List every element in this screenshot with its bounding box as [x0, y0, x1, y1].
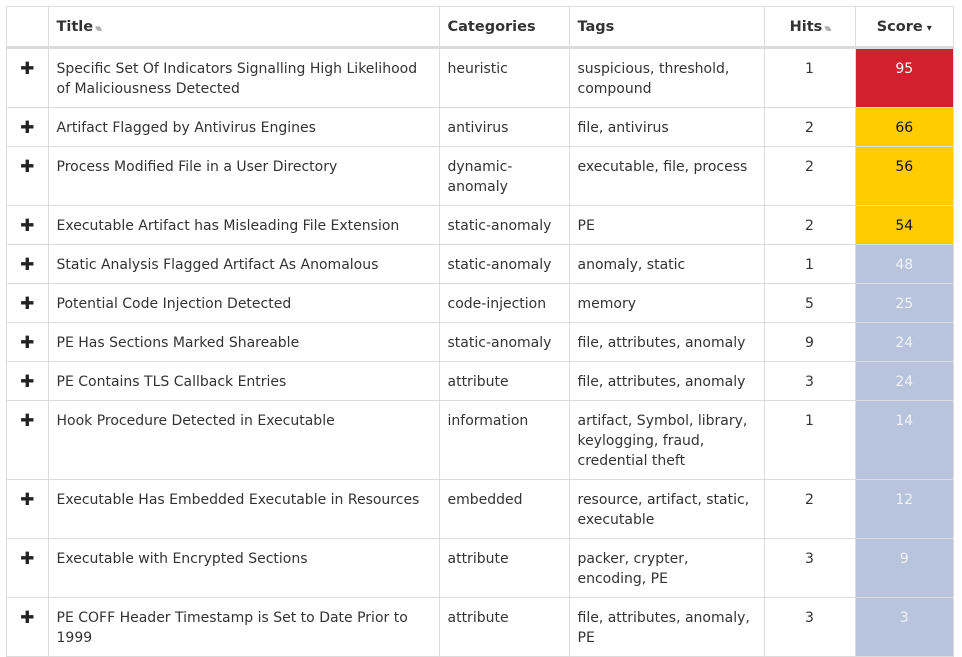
plus-icon[interactable]: ✚: [20, 216, 35, 236]
plus-icon[interactable]: ✚: [20, 118, 35, 138]
row-tags: file, antivirus: [569, 108, 764, 147]
row-categories: dynamic-anomaly: [439, 147, 569, 206]
expand-button[interactable]: [7, 323, 48, 362]
expand-button[interactable]: [7, 539, 48, 598]
row-title: PE Has Sections Marked Shareable: [48, 323, 439, 362]
row-title: Executable Has Embedded Executable in Resources: [48, 480, 439, 539]
row-tags: file, attributes, anomaly, PE: [569, 598, 764, 657]
row-score-badge: 12: [855, 480, 953, 539]
row-tags: suspicious, threshold, compound: [569, 48, 764, 108]
row-categories: attribute: [439, 598, 569, 657]
row-categories: code-injection: [439, 284, 569, 323]
caret-down-icon[interactable]: ▾: [926, 22, 932, 34]
header-row: [7, 7, 953, 48]
row-score-badge: 56: [855, 147, 953, 206]
table-row[interactable]: [7, 362, 953, 401]
row-score-badge: 24: [855, 323, 953, 362]
row-hits: 2: [764, 108, 855, 147]
sort-icon[interactable]: ▾▴: [824, 23, 830, 34]
row-title: Artifact Flagged by Antivirus Engines: [48, 108, 439, 147]
row-title: Hook Procedure Detected in Executable: [48, 401, 439, 480]
row-tags: memory: [569, 284, 764, 323]
row-hits: 5: [764, 284, 855, 323]
plus-icon[interactable]: ✚: [20, 157, 35, 177]
expand-button[interactable]: [7, 401, 48, 480]
row-tags: file, attributes, anomaly: [569, 362, 764, 401]
tags-column-header: [569, 7, 764, 48]
row-title: PE COFF Header Timestamp is Set to Date Prior to 1999: [48, 598, 439, 657]
sort-icon[interactable]: ▾▴: [95, 23, 101, 34]
plus-icon[interactable]: ✚: [20, 372, 35, 392]
table-row[interactable]: [7, 147, 953, 206]
row-score-badge: 24: [855, 362, 953, 401]
row-tags: resource, artifact, static, executable: [569, 480, 764, 539]
row-score-badge: 14: [855, 401, 953, 480]
row-score-badge: 54: [855, 206, 953, 245]
row-title: Specific Set Of Indicators Signalling High Likelihood of Maliciousness Detected: [48, 48, 439, 108]
row-hits: 2: [764, 480, 855, 539]
results-table-container: [6, 6, 954, 657]
row-title: PE Contains TLS Callback Entries: [48, 362, 439, 401]
row-score-badge: 3: [855, 598, 953, 657]
table-row[interactable]: [7, 206, 953, 245]
plus-icon[interactable]: ✚: [20, 549, 35, 569]
row-tags: anomaly, static: [569, 245, 764, 284]
expand-button[interactable]: [7, 108, 48, 147]
expand-button[interactable]: [7, 245, 48, 284]
table-row[interactable]: [7, 48, 953, 108]
expand-button[interactable]: [7, 147, 48, 206]
score-column-header[interactable]: [855, 7, 953, 48]
table-row[interactable]: [7, 108, 953, 147]
table-row[interactable]: [7, 284, 953, 323]
score-header-label: Score: [876, 18, 923, 35]
row-title: Static Analysis Flagged Artifact As Anomalous: [48, 245, 439, 284]
title-header-label: Title: [56, 18, 94, 35]
expand-button[interactable]: [7, 48, 48, 108]
expand-button[interactable]: [7, 362, 48, 401]
table-row[interactable]: [7, 245, 953, 284]
expand-button[interactable]: [7, 598, 48, 657]
row-hits: 3: [764, 539, 855, 598]
row-hits: 1: [764, 401, 855, 480]
plus-icon[interactable]: ✚: [20, 294, 35, 314]
row-categories: static-anomaly: [439, 206, 569, 245]
expand-column-header: [7, 7, 48, 48]
results-table: [7, 7, 953, 656]
row-tags: executable, file, process: [569, 147, 764, 206]
row-hits: 2: [764, 147, 855, 206]
row-tags: file, attributes, anomaly: [569, 323, 764, 362]
row-title: Potential Code Injection Detected: [48, 284, 439, 323]
row-categories: attribute: [439, 362, 569, 401]
expand-button[interactable]: [7, 206, 48, 245]
row-hits: 3: [764, 598, 855, 657]
row-score-badge: 25: [855, 284, 953, 323]
row-tags: PE: [569, 206, 764, 245]
row-categories: information: [439, 401, 569, 480]
plus-icon[interactable]: ✚: [20, 490, 35, 510]
row-tags: packer, crypter, encoding, PE: [569, 539, 764, 598]
row-score-badge: 95: [855, 48, 953, 108]
table-row[interactable]: [7, 323, 953, 362]
row-score-badge: 66: [855, 108, 953, 147]
title-column-header[interactable]: [48, 7, 439, 48]
row-hits: 9: [764, 323, 855, 362]
expand-button[interactable]: [7, 480, 48, 539]
table-row[interactable]: [7, 401, 953, 480]
expand-button[interactable]: [7, 284, 48, 323]
plus-icon[interactable]: ✚: [20, 333, 35, 353]
row-score-badge: 9: [855, 539, 953, 598]
categories-header-label: Categories: [447, 18, 536, 35]
plus-icon[interactable]: ✚: [20, 608, 35, 628]
row-tags: artifact, Symbol, library, keylogging, fraud, credential theft: [569, 401, 764, 480]
row-categories: heuristic: [439, 48, 569, 108]
hits-column-header[interactable]: [764, 7, 855, 48]
categories-column-header: [439, 7, 569, 48]
plus-icon[interactable]: ✚: [20, 59, 35, 79]
row-score-badge: 48: [855, 245, 953, 284]
row-categories: static-anomaly: [439, 323, 569, 362]
plus-icon[interactable]: ✚: [20, 411, 35, 431]
row-categories: static-anomaly: [439, 245, 569, 284]
table-row[interactable]: [7, 598, 953, 657]
table-row[interactable]: [7, 480, 953, 539]
row-hits: 1: [764, 245, 855, 284]
table-row[interactable]: [7, 539, 953, 598]
row-hits: 3: [764, 362, 855, 401]
row-categories: embedded: [439, 480, 569, 539]
hits-header-label: Hits: [789, 18, 823, 35]
row-title: Executable Artifact has Misleading File Extension: [48, 206, 439, 245]
row-hits: 2: [764, 206, 855, 245]
tags-header-label: Tags: [577, 18, 615, 35]
row-categories: antivirus: [439, 108, 569, 147]
plus-icon[interactable]: ✚: [20, 255, 35, 275]
row-hits: 1: [764, 48, 855, 108]
row-title: Executable with Encrypted Sections: [48, 539, 439, 598]
row-categories: attribute: [439, 539, 569, 598]
row-title: Process Modified File in a User Directory: [48, 147, 439, 206]
